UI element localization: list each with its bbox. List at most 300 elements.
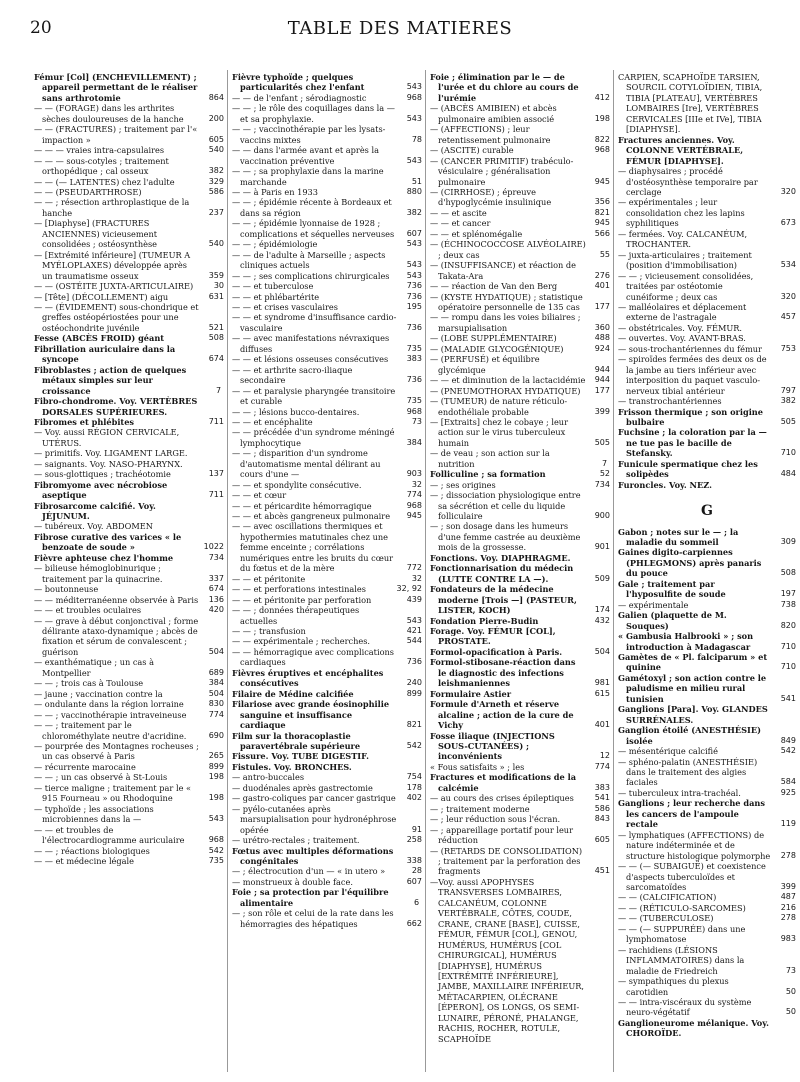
index-entry: [232, 908, 422, 929]
page-ref: 797: [780, 385, 796, 395]
page-ref: 337: [208, 573, 224, 583]
index-entry: [34, 480, 224, 501]
index-entry: [34, 124, 224, 145]
index-entry: [34, 783, 224, 804]
page-ref: 504: [208, 646, 224, 656]
index-entry: [34, 427, 224, 448]
index-entry: [618, 861, 796, 892]
index-entry: [232, 166, 422, 187]
index-entry: [618, 396, 796, 406]
entry-text: Folliculine ; sa formation: [430, 469, 546, 480]
index-entry: [232, 448, 422, 479]
index-entry: [430, 386, 610, 396]
page-ref: 195: [406, 301, 422, 311]
index-entry: [618, 903, 796, 913]
entry-text: — rachidiens (LÉSIONS INFLAMMATOIRES) dans la maladie de Friedreich: [618, 944, 745, 976]
page-ref: 586: [208, 186, 224, 196]
index-entry: [618, 166, 796, 197]
index-entry: Fibroblastes ; action de quelques métaux simples sur leur croissance 7: [34, 364, 222, 396]
index-entry: [232, 271, 422, 281]
page-ref: 968: [208, 835, 224, 845]
index-entry: [232, 145, 422, 166]
index-entry: [232, 187, 422, 197]
entry-text: Fondateurs de la médecine moderne [Trois —] (PASTEUR, LISTER, KOCH): [430, 584, 577, 616]
page-ref: 543: [406, 82, 422, 92]
index-entry: [430, 156, 610, 187]
page-ref: 903: [406, 469, 422, 479]
entry-text: — transtrochantériennes: [618, 396, 722, 407]
index-entry: [430, 344, 610, 354]
entry-text: CARPIEN, SCAPHOÏDE TARSIEN, SOURCIL COTYLOÏDIEN, TIBIA, TIBIA [PLATEAU], VERTÈBRES LOMBAIRES [Ire], VERTÈBRES CERVICALES [IIIe et IVe], TIBIA [DIAPHYSE].: [618, 72, 763, 135]
page-ref: 505: [780, 416, 796, 426]
index-entry: [618, 229, 796, 250]
entry-text: Furoncles. Voy. NEZ.: [618, 479, 712, 490]
entry-text: — ; leur réduction sous l'écran.: [430, 814, 561, 825]
index-entry: [232, 417, 422, 427]
entry-text: Ganglioneurome mélanique. Voy. CHOROÏDE.: [618, 1017, 769, 1039]
page-ref: 944: [594, 375, 610, 385]
index-entry: [430, 584, 610, 615]
entry-text: — boutonneuse: [34, 584, 99, 595]
entry-text: — tubéreux. Voy. ABDOMEN: [34, 521, 153, 532]
entry-text: — — et ascite: [430, 207, 487, 218]
entry-text: Fonctionnarisation du médecin (LUTTE CONTRE LA —).: [430, 563, 574, 584]
page-ref: 584: [780, 777, 796, 787]
page-ref: 945: [406, 511, 422, 521]
index-entry: [232, 783, 422, 793]
entry-text: « Gambusia Halbrooki » ; son introduction à Madagascar: [618, 631, 754, 652]
page-ref: 178: [406, 782, 422, 792]
page-ref: 711: [208, 416, 224, 426]
index-entry: [430, 333, 610, 343]
index-entry: [232, 365, 422, 386]
index-entry: [618, 600, 796, 610]
entry-text: — [Extraits] chez le cobaye ; leur action sur le virus tuberculeux humain: [430, 416, 568, 448]
entry-text: — urétro-rectales ; traitement.: [232, 835, 360, 846]
entry-text: Formol-stibosane-réaction dans le diagnostic des infections leishmaniennes: [430, 657, 576, 689]
entry-text: Frisson thermique ; son origine bulbaire: [618, 406, 763, 427]
entry-text: — spiroïdes fermées des deux os de la jambe au tiers inférieur avec interposition du paquet vasculo-nerveux tibial antérieur: [618, 354, 767, 396]
entry-text: — (MALADIE GLYCOGÉNIQUE): [430, 343, 564, 354]
index-entry: — de veau ; son action sur la nutrition 7: [430, 448, 608, 469]
index-entry: [430, 292, 610, 313]
index-entry: [618, 323, 796, 333]
page-ref: 899: [208, 761, 224, 771]
page-ref: 945: [594, 218, 610, 228]
entry-text: — — et splénomégalie: [430, 228, 523, 239]
entry-text: — — à Paris en 1933: [232, 186, 318, 197]
page-ref: 309: [780, 537, 796, 547]
index-entry: [34, 156, 224, 177]
page-ref: 30: [213, 281, 224, 291]
page-ref: 78: [411, 134, 422, 144]
page-ref: 484: [780, 469, 796, 479]
page-ref: 177: [594, 301, 610, 311]
index-column-1: [34, 72, 224, 866]
index-entry: [618, 704, 796, 725]
entry-text: — ; dissociation physiologique entre sa sécrétion et celle du liquide folliculaire: [430, 490, 581, 522]
page-ref: 401: [594, 720, 610, 730]
entry-text: Funicule spermatique chez les solipèdes: [618, 458, 758, 480]
entry-text: — — (— SUPPURÉE) dans une lymphomatose: [618, 923, 746, 945]
index-entry: [34, 720, 224, 741]
page-ref: 383: [594, 782, 610, 792]
page-ref: 457: [780, 312, 796, 322]
index-entry: [34, 595, 224, 605]
index-entry: [232, 239, 422, 249]
column-divider: [425, 70, 426, 1072]
index-entry: [232, 877, 422, 887]
page-ref: 504: [208, 688, 224, 698]
index-entry: [232, 407, 422, 417]
index-entry: [232, 731, 422, 752]
index-entry: [34, 469, 224, 479]
entry-text: Fractures et modifications de la calcémie: [430, 772, 576, 793]
index-entry: [232, 354, 422, 364]
entry-text: — primitifs. Voy. LIGAMENT LARGE.: [34, 448, 188, 459]
page-ref: 359: [208, 270, 224, 280]
entry-text: — (PNEUMOTHORAX HYDATIQUE): [430, 385, 581, 396]
entry-text: Fibromyome avec nécrobiose aseptique: [34, 479, 168, 501]
entry-text: — [Extrémité inférieure] (TUMEUR A MYÉLOPLAXES) développée après un traumatisme osseux: [34, 249, 191, 281]
page-ref: 543: [208, 814, 224, 824]
entry-text: Formule d'Arneth et réserve alcaline ; action de la cure de Vichy: [430, 699, 574, 731]
entry-text: Filariose avec grande éosinophilie sanguine et insuffisance cardiaque: [232, 699, 390, 731]
index-entry: [430, 657, 610, 688]
page-ref: 607: [406, 876, 422, 886]
page-ref: 32: [411, 573, 422, 583]
index-entry: [232, 762, 422, 772]
page-ref: 605: [208, 134, 224, 144]
entry-text: — lymphatiques (AFFECTIONS) de nature indéterminée et de structure histologique polymorphe: [618, 829, 771, 861]
page-ref: 51: [411, 176, 422, 186]
entry-text: — (LOBE SUPPLÉMENTAIRE): [430, 333, 557, 344]
index-entry: [232, 521, 422, 573]
page-ref: 880: [406, 186, 422, 196]
page-ref: 968: [406, 92, 422, 102]
page-ref: 200: [208, 113, 224, 123]
index-entry: [34, 501, 224, 522]
index-entry: [618, 757, 796, 788]
index-entry: [618, 610, 796, 631]
entry-text: — duodénales après gastrectomie: [232, 782, 373, 793]
page-ref: 607: [406, 228, 422, 238]
page-ref: 432: [594, 615, 610, 625]
page-ref: 736: [406, 322, 422, 332]
index-entry: [232, 699, 422, 730]
entry-text: Formulaire Astier: [430, 688, 512, 699]
entry-text: — mésentérique calcifié: [618, 746, 718, 757]
entry-text: — — et paralysie pharyngée transitoire et curable: [232, 385, 396, 407]
page-ref: 690: [208, 730, 224, 740]
page-ref: 278: [780, 850, 796, 860]
index-entry: [232, 595, 422, 605]
entry-text: Fractures anciennes. Voy. COLONNE VERTÉBRALE, FÉMUR [DIAPHYSE].: [618, 134, 744, 166]
page-ref: 543: [406, 270, 422, 280]
index-entry: [34, 563, 224, 584]
index-entry: [232, 804, 422, 835]
entry-text: — — (FORAGE) dans les arthrites sèches douloureuses de la hanche: [34, 103, 184, 124]
entry-text: — — et lésions osseuses consécutives: [232, 354, 389, 365]
index-entry: [618, 344, 796, 354]
entry-text: Forage. Voy. FÉMUR [COL], PROSTATE.: [430, 626, 556, 647]
page-ref: 864: [208, 92, 224, 102]
index-entry: [618, 652, 796, 673]
index-entry: [34, 197, 224, 218]
page-ref: 710: [780, 448, 796, 458]
entry-text: — — et péricardite hémorragique: [232, 500, 372, 511]
page-ref: 673: [780, 218, 796, 228]
entry-text: — ; son rôle et celui de la rate dans les hémorragies des hépatiques: [232, 908, 394, 929]
entry-text: — — et péritonite: [232, 573, 306, 584]
index-entry: [34, 804, 224, 825]
page-ref: 945: [594, 176, 610, 186]
index-entry: [618, 527, 796, 548]
index-entry: [232, 480, 422, 490]
index-column-2: [232, 72, 422, 929]
page-ref: 543: [406, 615, 422, 625]
entry-text: — ondulante dans la région lorraine: [34, 699, 184, 710]
page-ref: 734: [594, 479, 610, 489]
entry-text: — (CIRRHOSE) ; épreuve d'hypoglycémie insulinique: [430, 186, 552, 208]
entry-text: — bilieuse hémoglobinurique ; traitement par la quinacrine.: [34, 563, 163, 584]
entry-text: — — et troubles de l'électrocardiogramme auriculaire: [34, 824, 185, 846]
index-entry: [232, 574, 422, 584]
entry-text: Fondation Pierre-Budin: [430, 615, 539, 626]
entry-text: — ; ses origines: [430, 479, 496, 490]
entry-text: Fièvre typhoïde ; quelques particularités chez l'enfant: [232, 72, 365, 93]
entry-text: — — et crises vasculaires: [232, 301, 338, 312]
page-ref: 488: [594, 333, 610, 343]
entry-text: Fosse iliaque (INJECTIONS SOUS-CUTANÉES) ; inconvénients: [430, 730, 555, 762]
entry-text: Fibro-chondrome. Voy. VERTÈBRES DORSALES SUPÉRIEURES.: [34, 396, 198, 417]
page-ref: 540: [208, 239, 224, 249]
index-entry: [34, 678, 224, 688]
entry-text: — typhoïde ; les associations microbiennes dans la —: [34, 803, 154, 825]
entry-text: — (AFFECTIONS) ; leur retentissement pulmonaire: [430, 124, 551, 145]
entry-text: Gale ; traitement par l'hyposulfite de soude: [618, 578, 726, 600]
page-ref: 28: [411, 866, 422, 876]
page-ref: 320: [780, 186, 796, 196]
index-entry: [34, 250, 224, 281]
page-ref: 541: [594, 793, 610, 803]
entry-text: — gastro-coliques par cancer gastrique: [232, 793, 396, 804]
page-number: 20: [30, 18, 52, 38]
index-entry: [232, 250, 422, 271]
index-entry: [430, 145, 610, 155]
index-entry: [34, 187, 224, 197]
entry-text: — diaphysaires ; procédé d'ostéosynthèse temporaire par cerclage: [618, 166, 758, 197]
entry-text: — — réaction de Van den Berg: [430, 281, 558, 292]
index-entry: [618, 945, 796, 976]
entry-text: — — précédée d'un syndrome méningé lymphocytique: [232, 427, 395, 448]
entry-text: — (PERFUSÉ) et équilibre glycémique: [430, 354, 540, 375]
index-column-3: [430, 72, 610, 1044]
entry-text: — — ; lésions bucco-dentaires.: [232, 406, 360, 417]
section-letter-g: G: [701, 503, 713, 520]
page-ref: 674: [208, 584, 224, 594]
entry-text: — — ; le rôle des coquillages dans la — et sa prophylaxie.: [232, 103, 395, 124]
page-ref: 711: [208, 490, 224, 500]
index-entry: [618, 480, 796, 490]
index-entry: [618, 135, 796, 166]
index-entry: [232, 605, 422, 626]
entry-text: Foie ; élimination par le — de l'urée et du chlore au cours de l'urémie: [430, 72, 579, 103]
entry-text: Film sur la thoracoplastie paravertébrale supérieure: [232, 730, 361, 751]
page-ref: 174: [594, 605, 610, 615]
page-ref: 820: [780, 620, 796, 630]
page-ref: 52: [599, 469, 610, 479]
entry-text: — — (PSEUDARTHROSE): [34, 186, 142, 197]
page-ref: 278: [780, 913, 796, 923]
entry-text: — — et médecine légale: [34, 855, 134, 866]
page-ref: 899: [406, 688, 422, 698]
entry-text: — — et troubles oculaires: [34, 605, 142, 616]
index-entry: [430, 239, 610, 260]
page-ref: 710: [780, 641, 796, 651]
page-ref: 382: [406, 207, 422, 217]
index-entry: [430, 218, 610, 228]
page-ref: 399: [780, 881, 796, 891]
index-entry: [34, 333, 224, 343]
index-entry: [430, 208, 610, 218]
page-ref: 736: [406, 291, 422, 301]
index-entry: [430, 312, 610, 333]
entry-text: — — ; disparition d'un syndrome d'automatisme mental délirant au cours d'une —: [232, 448, 381, 480]
entry-text: — — et phlébartérite: [232, 291, 320, 302]
index-entry: [232, 647, 422, 668]
index-entry: [34, 616, 224, 658]
index-entry: [34, 218, 224, 249]
index-entry: [34, 396, 224, 417]
index-entry: [232, 302, 422, 312]
entry-text: Fissure. Voy. TUBE DIGESTIF.: [232, 751, 369, 762]
index-entry: [34, 699, 224, 709]
page-ref: 735: [406, 396, 422, 406]
entry-text: — sphéno-palatin (ANESTHÉSIE) dans le traitement des algies faciales: [618, 756, 758, 788]
page-ref: 320: [780, 291, 796, 301]
index-entry: [34, 605, 224, 615]
index-entry: [430, 772, 610, 793]
page-ref: 119: [780, 819, 796, 829]
index-entry: [34, 281, 224, 291]
page-ref: 50: [785, 1007, 796, 1017]
entry-text: — — grave à début conjonctival ; forme délirante ataxo-dynamique ; abcès de fixation et sérum de convalescent ; guérison: [34, 615, 199, 657]
index-entry: [232, 292, 422, 302]
page-ref: 32: [411, 479, 422, 489]
entry-text: — malléolaires et déplacement externe de l'astragale: [618, 301, 747, 323]
entry-text: — — ; vaccinothérapie par les lysats-vaccins mixtes: [232, 124, 386, 145]
page-ref: 981: [594, 678, 610, 688]
page-ref: 73: [411, 416, 422, 426]
index-entry: [430, 762, 610, 772]
page-ref: 605: [594, 835, 610, 845]
index-entry: [34, 657, 224, 678]
page-ref: 487: [780, 892, 796, 902]
page-ref: 216: [780, 902, 796, 912]
page-ref: 843: [594, 814, 610, 824]
page-ref: 849: [780, 735, 796, 745]
index-entry: [430, 103, 610, 124]
entry-text: — — ; épidémie lyonnaise de 1928 ; complications et séquelles nerveuses: [232, 218, 395, 239]
page-ref: 736: [406, 375, 422, 385]
page-ref: 821: [406, 720, 422, 730]
entry-text: — juxta-articulaires ; traitement (position d'immobilisation): [618, 249, 752, 271]
index-entry: [618, 547, 796, 578]
page-ref: 508: [208, 333, 224, 343]
index-entry: [618, 302, 796, 323]
entry-text: — — ; transfusion: [232, 626, 306, 637]
entry-text: — — (ÉVIDEMENT) sous-chondrique et greffes ostéopériostées pour une ostéochondrite juvénile: [34, 301, 199, 333]
index-entry: [618, 354, 796, 396]
index-entry: [232, 689, 422, 699]
entry-text: — tierce maligne ; traitement par le « 915 Fourneau » ou Rhodoquine: [34, 782, 192, 804]
page-ref: 276: [594, 270, 610, 280]
index-entry: [232, 72, 422, 93]
index-entry: [34, 302, 224, 333]
page-ref: 983: [780, 934, 796, 944]
page-ref: 384: [406, 437, 422, 447]
entry-text: — ; son dosage dans les humeurs d'une femme castrée au deuxième mois de la grossesse.: [430, 521, 581, 553]
page-ref: 774: [594, 761, 610, 771]
entry-text: — — et péritonite par perforation: [232, 594, 372, 605]
index-entry: [232, 501, 422, 511]
index-entry: [232, 584, 422, 594]
page-ref: 382: [208, 166, 224, 176]
entry-text: Ganglions [Para]. Voy. GLANDES SURRÉNALES.: [618, 704, 768, 725]
page-ref: 543: [406, 239, 422, 249]
index-entry: [618, 333, 796, 343]
entry-text: — (KYSTE HYDATIQUE) ; statistique opératoire personnelle de 135 cas: [430, 291, 583, 312]
index-entry: [34, 741, 224, 762]
entry-text: — expérimentale: [618, 599, 689, 610]
entry-text: — (RETARDS DE CONSOLIDATION) ; traitement par la perforation des fragments: [430, 845, 583, 877]
entry-text: Fémur [Col] (ENCHEVILLEMENT) ; appareil permettant de le réaliser sans arthrotomie: [34, 72, 198, 103]
entry-text: — — (FRACTURES) ; traitement par l'« impaction »: [34, 124, 198, 145]
index-entry: [34, 103, 224, 124]
index-entry: [618, 459, 796, 480]
entry-text: — — dans l'armée avant et après la vaccination préventive: [232, 145, 379, 166]
page-ref: 901: [594, 542, 610, 552]
index-entry: [430, 469, 610, 479]
entry-text: — — ; résection arthroplastique de la hanche: [34, 197, 190, 218]
page-ref: 12: [599, 751, 610, 761]
entry-text: — sous-trochantériennes du fémur: [618, 343, 762, 354]
page-ref: 240: [406, 678, 422, 688]
page-ref: 258: [406, 835, 422, 845]
entry-text: — [Diaphyse] (FRACTURES ANCIENNES) vicieusement consolidées ; ostéosynthèse: [34, 218, 158, 250]
page-ref: 586: [594, 803, 610, 813]
entry-text: — pyélo-cutanées après marsupialisation pour hydronéphrose opérée: [232, 803, 397, 835]
page-ref: 384: [208, 678, 224, 688]
entry-text: — — ; épidémie récente à Bordeaux et dans sa région: [232, 197, 392, 218]
entry-text: — — et spondylite consécutive.: [232, 479, 362, 490]
entry-text: — — et diminution de la lactacidémie: [430, 375, 586, 386]
page-ref: 383: [406, 354, 422, 364]
page-ref: 542: [780, 746, 796, 756]
entry-text: Fesse (ABCÈS FROID) géant: [34, 333, 165, 344]
index-entry: [232, 668, 422, 689]
entry-text: — (ÉCHINOCOCCOSE ALVÉOLAIRE) ; deux cas: [430, 239, 586, 260]
page-ref: 402: [406, 793, 422, 803]
entry-text: — (INSUFFISANCE) et réaction de Takata-Ara: [430, 260, 576, 281]
index-entry: [34, 689, 224, 699]
index-entry: [34, 521, 224, 531]
page-ref: 772: [406, 563, 422, 573]
page-ref: 401: [594, 281, 610, 291]
index-entry: [430, 375, 610, 385]
page-ref: 504: [594, 646, 610, 656]
